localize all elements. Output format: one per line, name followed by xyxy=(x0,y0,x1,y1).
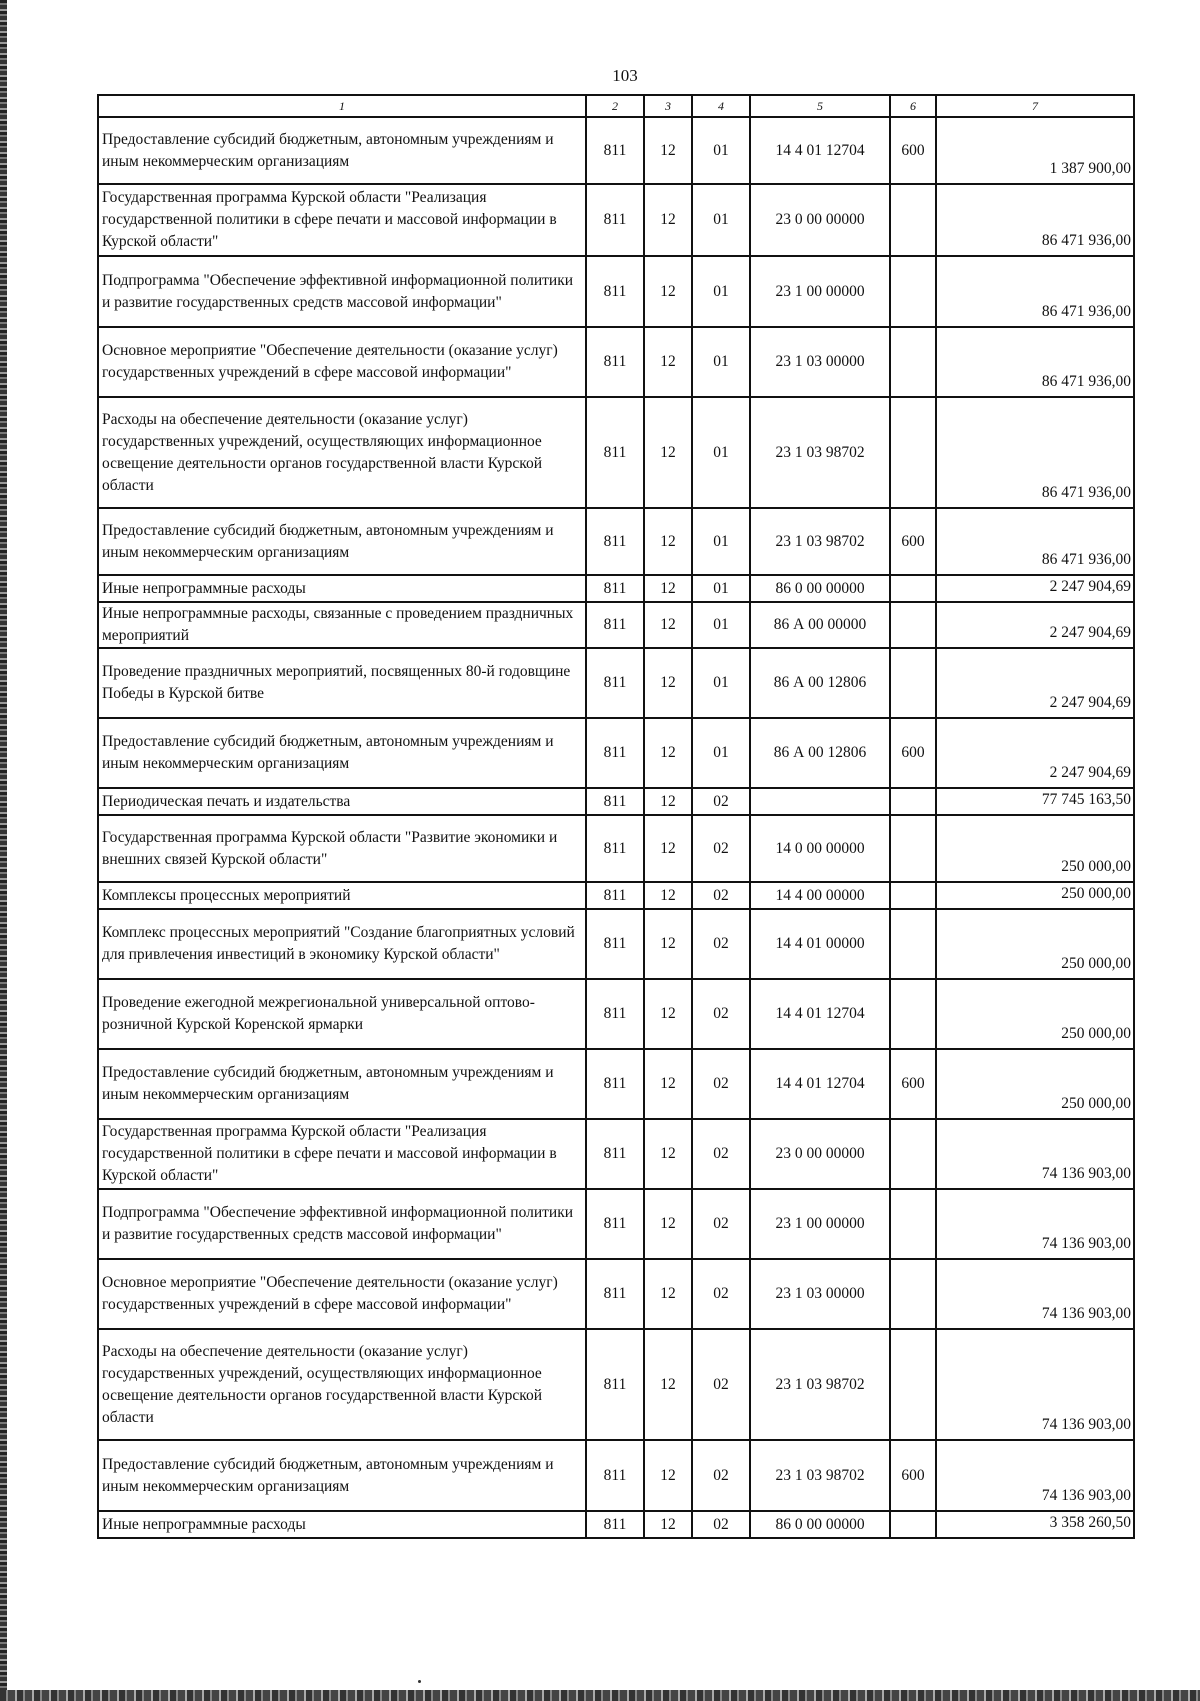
expense-name-cell: Государственная программа Курской области "Реализация государственной политики в сфере печати и массовой информации в Курской области" xyxy=(98,1119,586,1189)
table-row xyxy=(98,648,1134,718)
table-row xyxy=(98,882,1134,909)
expense-name-cell: Основное мероприятие "Обеспечение деятельности (оказание услуг) государственных учреждений в сфере массовой информации" xyxy=(98,1259,586,1329)
expense-name-cell: Основное мероприятие "Обеспечение деятельности (оказание услуг) государственных учреждений в сфере массовой информации" xyxy=(98,327,586,397)
amount-cell: 3 358 260,50 xyxy=(936,1511,1134,1538)
subsection-code-cell: 02 xyxy=(692,1119,750,1189)
target-article-cell: 23 0 00 00000 xyxy=(750,184,890,256)
subsection-code-cell: 02 xyxy=(692,1049,750,1119)
expense-name-cell: Проведение праздничных мероприятий, посвященных 80-й годовщине Победы в Курской битве xyxy=(98,648,586,718)
ministry-code-cell: 811 xyxy=(586,508,644,575)
target-article-cell: 23 1 03 98702 xyxy=(750,397,890,508)
ministry-code-cell: 811 xyxy=(586,979,644,1049)
ministry-code-cell: 811 xyxy=(586,327,644,397)
target-article-cell: 23 1 03 98702 xyxy=(750,1329,890,1440)
ministry-code-cell: 811 xyxy=(586,788,644,815)
subsection-code-cell: 01 xyxy=(692,327,750,397)
table-row xyxy=(98,327,1134,397)
section-code-cell: 12 xyxy=(644,648,692,718)
table-row xyxy=(98,1329,1134,1440)
amount-cell: 250 000,00 xyxy=(936,1049,1134,1119)
subsection-code-cell: 02 xyxy=(692,882,750,909)
section-code-cell: 12 xyxy=(644,602,692,648)
ministry-code-cell: 811 xyxy=(586,1329,644,1440)
section-code-cell: 12 xyxy=(644,256,692,327)
expense-type-cell: 600 xyxy=(890,1049,936,1119)
expense-type-cell xyxy=(890,1189,936,1259)
ministry-code-cell: 811 xyxy=(586,718,644,788)
expense-type-cell xyxy=(890,815,936,882)
target-article-cell: 86 0 00 00000 xyxy=(750,575,890,602)
subsection-code-cell: 02 xyxy=(692,909,750,979)
section-code-cell: 12 xyxy=(644,979,692,1049)
expense-type-cell xyxy=(890,1511,936,1538)
expense-type-cell: 600 xyxy=(890,117,936,184)
table-row xyxy=(98,575,1134,602)
expense-name-cell: Комплекс процессных мероприятий "Создание благоприятных условий для привлечения инвестиций в экономику Курской области" xyxy=(98,909,586,979)
table-row xyxy=(98,256,1134,327)
expense-type-cell: 600 xyxy=(890,1440,936,1511)
subsection-code-cell: 02 xyxy=(692,1440,750,1511)
section-code-cell: 12 xyxy=(644,1440,692,1511)
amount-cell: 2 247 904,69 xyxy=(936,648,1134,718)
ministry-code-cell: 811 xyxy=(586,882,644,909)
target-article-cell: 86 А 00 12806 xyxy=(750,718,890,788)
amount-cell: 86 471 936,00 xyxy=(936,256,1134,327)
expense-type-cell: 600 xyxy=(890,718,936,788)
ministry-code-cell: 811 xyxy=(586,1119,644,1189)
subsection-code-cell: 01 xyxy=(692,397,750,508)
section-code-cell: 12 xyxy=(644,1329,692,1440)
table-row xyxy=(98,909,1134,979)
target-article-cell: 23 1 00 00000 xyxy=(750,256,890,327)
expense-type-cell xyxy=(890,1119,936,1189)
expense-name-cell: Расходы на обеспечение деятельности (оказание услуг) государственных учреждений, осуществляющих информационное освещение деятельности органов государственной власти Курской области xyxy=(98,1329,586,1440)
subsection-code-cell: 01 xyxy=(692,648,750,718)
target-article-cell: 14 4 01 12704 xyxy=(750,979,890,1049)
table-row xyxy=(98,184,1134,256)
section-code-cell: 12 xyxy=(644,815,692,882)
table-row xyxy=(98,1119,1134,1189)
subsection-code-cell: 02 xyxy=(692,1511,750,1538)
expense-name-cell: Предоставление субсидий бюджетным, автономным учреждениям и иным некоммерческим организациям xyxy=(98,1440,586,1511)
target-article-cell: 14 4 01 12704 xyxy=(750,1049,890,1119)
ministry-code-cell: 811 xyxy=(586,1259,644,1329)
target-article-cell: 86 А 00 00000 xyxy=(750,602,890,648)
amount-cell: 86 471 936,00 xyxy=(936,508,1134,575)
expense-type-cell xyxy=(890,397,936,508)
subsection-code-cell: 02 xyxy=(692,788,750,815)
expense-name-cell: Иные непрограммные расходы xyxy=(98,575,586,602)
expense-type-cell xyxy=(890,788,936,815)
amount-cell: 74 136 903,00 xyxy=(936,1119,1134,1189)
target-article-cell: 23 1 03 00000 xyxy=(750,1259,890,1329)
expense-type-cell xyxy=(890,256,936,327)
expense-name-cell: Государственная программа Курской области "Реализация государственной политики в сфере печати и массовой информации в Курской области" xyxy=(98,184,586,256)
table-row xyxy=(98,1511,1134,1538)
scan-edge-left xyxy=(0,0,7,1701)
subsection-code-cell: 02 xyxy=(692,979,750,1049)
amount-cell: 86 471 936,00 xyxy=(936,397,1134,508)
section-code-cell: 12 xyxy=(644,1511,692,1538)
section-code-cell: 12 xyxy=(644,327,692,397)
section-code-cell: 12 xyxy=(644,718,692,788)
section-code-cell: 12 xyxy=(644,575,692,602)
scan-edge-bottom xyxy=(0,1690,1200,1701)
ministry-code-cell: 811 xyxy=(586,575,644,602)
ministry-code-cell: 811 xyxy=(586,1511,644,1538)
scan-speck xyxy=(418,1680,421,1683)
section-code-cell: 12 xyxy=(644,508,692,575)
table-body xyxy=(98,95,1134,1538)
amount-cell: 2 247 904,69 xyxy=(936,575,1134,602)
expense-name-cell: Комплексы процессных мероприятий xyxy=(98,882,586,909)
expense-name-cell: Предоставление субсидий бюджетным, автономным учреждениям и иным некоммерческим организациям xyxy=(98,1049,586,1119)
table-row xyxy=(98,508,1134,575)
page-number: 103 xyxy=(612,66,638,85)
amount-cell: 74 136 903,00 xyxy=(936,1189,1134,1259)
ministry-code-cell: 811 xyxy=(586,648,644,718)
target-article-cell: 14 4 01 12704 xyxy=(750,117,890,184)
table-row xyxy=(98,397,1134,508)
column-header: 3 xyxy=(644,95,692,117)
expense-name-cell: Государственная программа Курской области "Развитие экономики и внешних связей Курской области" xyxy=(98,815,586,882)
expense-name-cell: Проведение ежегодной межрегиональной универсальной оптово-розничной Курской Коренской ярмарки xyxy=(98,979,586,1049)
target-article-cell: 86 А 00 12806 xyxy=(750,648,890,718)
column-header: 7 xyxy=(936,95,1134,117)
target-article-cell: 23 1 00 00000 xyxy=(750,1189,890,1259)
ministry-code-cell: 811 xyxy=(586,1189,644,1259)
table-row xyxy=(98,815,1134,882)
target-article-cell: 14 0 00 00000 xyxy=(750,815,890,882)
amount-cell: 74 136 903,00 xyxy=(936,1329,1134,1440)
target-article-cell: 23 1 03 00000 xyxy=(750,327,890,397)
section-code-cell: 12 xyxy=(644,117,692,184)
column-header: 2 xyxy=(586,95,644,117)
table-row xyxy=(98,788,1134,815)
amount-cell: 250 000,00 xyxy=(936,979,1134,1049)
expense-type-cell xyxy=(890,602,936,648)
column-header: 4 xyxy=(692,95,750,117)
subsection-code-cell: 01 xyxy=(692,575,750,602)
amount-cell: 2 247 904,69 xyxy=(936,602,1134,648)
section-code-cell: 12 xyxy=(644,1259,692,1329)
expense-type-cell xyxy=(890,575,936,602)
target-article-cell: 86 0 00 00000 xyxy=(750,1511,890,1538)
target-article-cell: 23 0 00 00000 xyxy=(750,1119,890,1189)
expense-type-cell xyxy=(890,1329,936,1440)
subsection-code-cell: 01 xyxy=(692,256,750,327)
subsection-code-cell: 01 xyxy=(692,602,750,648)
amount-cell: 74 136 903,00 xyxy=(936,1440,1134,1511)
target-article-cell: 14 4 01 00000 xyxy=(750,909,890,979)
section-code-cell: 12 xyxy=(644,397,692,508)
subsection-code-cell: 01 xyxy=(692,718,750,788)
ministry-code-cell: 811 xyxy=(586,909,644,979)
subsection-code-cell: 02 xyxy=(692,815,750,882)
subsection-code-cell: 01 xyxy=(692,508,750,575)
section-code-cell: 12 xyxy=(644,1189,692,1259)
ministry-code-cell: 811 xyxy=(586,815,644,882)
amount-cell: 250 000,00 xyxy=(936,815,1134,882)
target-article-cell: 23 1 03 98702 xyxy=(750,1440,890,1511)
expense-name-cell: Иные непрограммные расходы xyxy=(98,1511,586,1538)
expense-type-cell xyxy=(890,882,936,909)
section-code-cell: 12 xyxy=(644,909,692,979)
expense-type-cell xyxy=(890,979,936,1049)
target-article-cell: 14 4 00 00000 xyxy=(750,882,890,909)
table-header-row xyxy=(98,95,1134,117)
amount-cell: 86 471 936,00 xyxy=(936,184,1134,256)
amount-cell: 77 745 163,50 xyxy=(936,788,1134,815)
amount-cell: 250 000,00 xyxy=(936,882,1134,909)
subsection-code-cell: 02 xyxy=(692,1189,750,1259)
expense-type-cell xyxy=(890,648,936,718)
expense-type-cell xyxy=(890,327,936,397)
expense-name-cell: Предоставление субсидий бюджетным, автономным учреждениям и иным некоммерческим организациям xyxy=(98,117,586,184)
column-header: 1 xyxy=(98,95,586,117)
expense-type-cell xyxy=(890,909,936,979)
table-row xyxy=(98,1189,1134,1259)
subsection-code-cell: 01 xyxy=(692,184,750,256)
amount-cell: 86 471 936,00 xyxy=(936,327,1134,397)
amount-cell: 74 136 903,00 xyxy=(936,1259,1134,1329)
table-row xyxy=(98,602,1134,648)
column-header: 5 xyxy=(750,95,890,117)
ministry-code-cell: 811 xyxy=(586,1440,644,1511)
ministry-code-cell: 811 xyxy=(586,397,644,508)
table-row xyxy=(98,1049,1134,1119)
amount-cell: 2 247 904,69 xyxy=(936,718,1134,788)
expense-name-cell: Расходы на обеспечение деятельности (оказание услуг) государственных учреждений, осуществляющих информационное освещение деятельности органов государственной власти Курской области xyxy=(98,397,586,508)
section-code-cell: 12 xyxy=(644,184,692,256)
section-code-cell: 12 xyxy=(644,882,692,909)
subsection-code-cell: 02 xyxy=(692,1259,750,1329)
expense-name-cell: Предоставление субсидий бюджетным, автономным учреждениям и иным некоммерческим организациям xyxy=(98,508,586,575)
ministry-code-cell: 811 xyxy=(586,117,644,184)
table-row xyxy=(98,718,1134,788)
table-row xyxy=(98,117,1134,184)
amount-cell: 1 387 900,00 xyxy=(936,117,1134,184)
section-code-cell: 12 xyxy=(644,1119,692,1189)
expense-type-cell xyxy=(890,1259,936,1329)
table-row xyxy=(98,1259,1134,1329)
target-article-cell xyxy=(750,788,890,815)
ministry-code-cell: 811 xyxy=(586,184,644,256)
expense-type-cell xyxy=(890,184,936,256)
ministry-code-cell: 811 xyxy=(586,1049,644,1119)
section-code-cell: 12 xyxy=(644,1049,692,1119)
expense-name-cell: Подпрограмма "Обеспечение эффективной информационной политики и развитие государственных средств массовой информации" xyxy=(98,1189,586,1259)
expense-name-cell: Подпрограмма "Обеспечение эффективной информационной политики и развитие государственных средств массовой информации" xyxy=(98,256,586,327)
column-header: 6 xyxy=(890,95,936,117)
amount-cell: 250 000,00 xyxy=(936,909,1134,979)
expense-type-cell: 600 xyxy=(890,508,936,575)
subsection-code-cell: 02 xyxy=(692,1329,750,1440)
ministry-code-cell: 811 xyxy=(586,256,644,327)
expense-name-cell: Периодическая печать и издательства xyxy=(98,788,586,815)
subsection-code-cell: 01 xyxy=(692,117,750,184)
budget-table xyxy=(97,94,1135,1539)
expense-name-cell: Предоставление субсидий бюджетным, автономным учреждениям и иным некоммерческим организациям xyxy=(98,718,586,788)
table-row xyxy=(98,1440,1134,1511)
ministry-code-cell: 811 xyxy=(586,602,644,648)
section-code-cell: 12 xyxy=(644,788,692,815)
table-row xyxy=(98,979,1134,1049)
expense-name-cell: Иные непрограммные расходы, связанные с проведением праздничных мероприятий xyxy=(98,602,586,648)
target-article-cell: 23 1 03 98702 xyxy=(750,508,890,575)
